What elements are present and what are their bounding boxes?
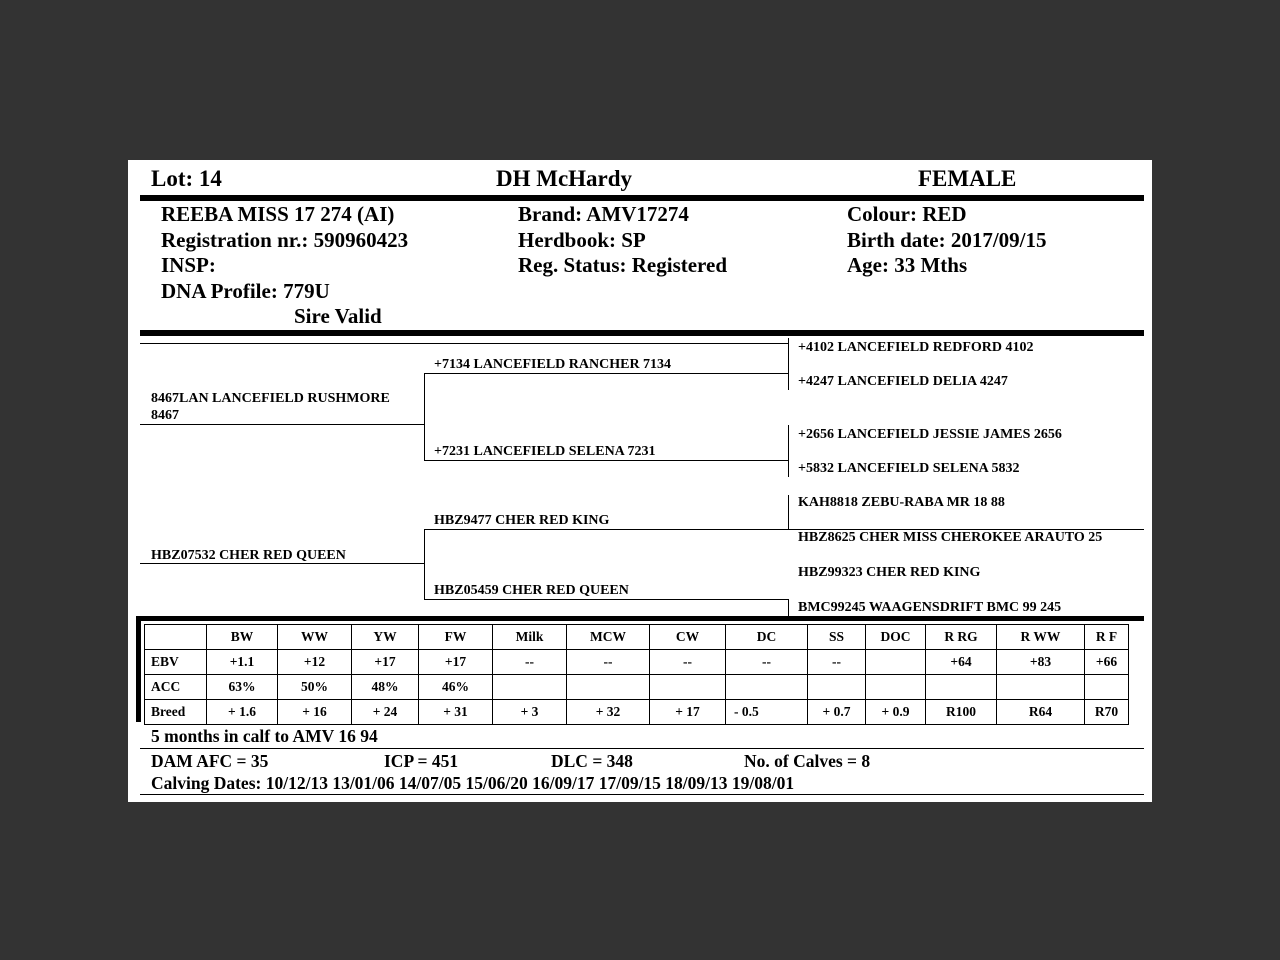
pedigree-dam-line <box>140 563 424 564</box>
table-cell: + 1.6 <box>207 700 278 725</box>
row-label: EBV <box>145 650 207 675</box>
birth-date: Birth date: 2017/09/15 <box>847 227 1047 252</box>
pedigree-ggp-7: HBZ99323 CHER RED KING <box>798 565 981 580</box>
brand: Brand: AMV17274 <box>518 202 689 226</box>
lot-card <box>128 160 1152 802</box>
header-cell: R RG <box>926 625 997 650</box>
pedigree-dam-bracket <box>424 529 425 599</box>
colour: Colour: RED <box>847 202 967 226</box>
table-cell <box>726 675 808 700</box>
animal-info-middle <box>518 202 727 279</box>
pedigree-ggp-4: +5832 LANCEFIELD SELENA 5832 <box>798 461 1020 476</box>
pedigree-sire-sire-line <box>424 373 788 374</box>
table-cell: -- <box>808 650 866 675</box>
pedigree-sire-dam-line <box>424 460 788 461</box>
table-cell <box>567 675 650 700</box>
pedigree-dam-sire: HBZ9477 CHER RED KING <box>434 513 610 528</box>
header-cell: BW <box>207 625 278 650</box>
table-cell <box>866 650 926 675</box>
header-cell: R F <box>1085 625 1129 650</box>
header-cell: SS <box>808 625 866 650</box>
table-cell: + 32 <box>567 700 650 725</box>
row-label: ACC <box>145 675 207 700</box>
table-cell: 50% <box>278 675 352 700</box>
dlc: DLC = 348 <box>551 751 633 771</box>
header-cell <box>145 625 207 650</box>
table-cell: + 31 <box>419 700 493 725</box>
table-cell <box>493 675 567 700</box>
footer-divider <box>140 748 1144 749</box>
ebv-header-row <box>145 625 1129 650</box>
number-of-calves: No. of Calves = 8 <box>744 751 871 771</box>
table-cell: + 0.9 <box>866 700 926 725</box>
table-cell: R64 <box>997 700 1085 725</box>
registration-number: Registration nr.: 590960423 <box>161 227 409 252</box>
table-cell: 46% <box>419 675 493 700</box>
table-cell: 48% <box>352 675 419 700</box>
table-cell: -- <box>567 650 650 675</box>
table-cell <box>808 675 866 700</box>
table-cell: +17 <box>419 650 493 675</box>
acc-row <box>145 675 1129 700</box>
table-cell: - 0.5 <box>726 700 808 725</box>
pedigree-ggp-bracket-1 <box>788 338 789 390</box>
pedigree-sire-sire: +7134 LANCEFIELD RANCHER 7134 <box>434 357 672 372</box>
pedigree-ggp-3: +2656 LANCEFIELD JESSIE JAMES 2656 <box>798 427 1062 442</box>
table-cell: +12 <box>278 650 352 675</box>
header-cell: Milk <box>493 625 567 650</box>
pedigree-ggp-8: BMC99245 WAAGENSDRIFT BMC 99 245 <box>798 600 1062 615</box>
table-cell: -- <box>493 650 567 675</box>
lot-number: Lot: 14 <box>151 166 222 191</box>
header-cell: YW <box>352 625 419 650</box>
table-cell: + 17 <box>650 700 726 725</box>
insp-label: INSP: <box>161 253 216 277</box>
table-cell <box>1085 675 1129 700</box>
table-cell: +17 <box>352 650 419 675</box>
table-cell: + 24 <box>352 700 419 725</box>
table-cell <box>650 675 726 700</box>
table-left-rule <box>136 616 141 722</box>
pedigree-ggp-bracket-2 <box>788 425 789 477</box>
header-cell: FW <box>419 625 493 650</box>
pedigree-ggp-1: +4102 LANCEFIELD REDFORD 4102 <box>798 340 1034 355</box>
table-cell: +66 <box>1085 650 1129 675</box>
table-cell: +64 <box>926 650 997 675</box>
animal-info-right <box>847 202 1047 279</box>
header-cell: WW <box>278 625 352 650</box>
dna-profile: DNA Profile: 779U <box>161 278 330 303</box>
pedigree-dam-dam: HBZ05459 CHER RED QUEEN <box>434 583 629 598</box>
header-cell: R WW <box>997 625 1085 650</box>
pedigree-sire: 8467LAN LANCEFIELD RUSHMORE 8467 <box>151 391 390 423</box>
calving-dates: Calving Dates: 10/12/13 13/01/06 14/07/05 15/06/20 16/09/17 17/09/15 18/09/13 19/08/01 <box>151 773 795 793</box>
header-cell: MCW <box>567 625 650 650</box>
table-top-rule <box>136 616 1144 621</box>
breeder-name: DH McHardy <box>496 166 633 191</box>
header-cell: DOC <box>866 625 926 650</box>
table-cell <box>866 675 926 700</box>
row-label: Breed <box>145 700 207 725</box>
calf-status: 5 months in calf to AMV 16 94 <box>151 726 378 746</box>
header-cell: CW <box>650 625 726 650</box>
table-cell: R70 <box>1085 700 1129 725</box>
table-cell: + 16 <box>278 700 352 725</box>
table-cell: -- <box>726 650 808 675</box>
header-rule <box>140 195 1144 201</box>
animal-info-left <box>161 202 408 330</box>
table-cell: 63% <box>207 675 278 700</box>
table-cell: -- <box>650 650 726 675</box>
table-cell: + 0.7 <box>808 700 866 725</box>
breed-row <box>145 700 1129 725</box>
pedigree-ggp-2: +4247 LANCEFIELD DELIA 4247 <box>798 374 1008 389</box>
sire-valid: Sire Valid <box>294 304 382 328</box>
table-cell: + 3 <box>493 700 567 725</box>
icp: ICP = 451 <box>384 751 459 771</box>
sex-label: FEMALE <box>918 166 1017 191</box>
ebv-row <box>145 650 1129 675</box>
table-cell: R100 <box>926 700 997 725</box>
pedigree-top-line <box>140 343 788 344</box>
table-cell: +1.1 <box>207 650 278 675</box>
ebv-table <box>144 624 1129 725</box>
footer-bottom-line <box>140 794 1144 795</box>
pedigree-ggp-6: HBZ8625 CHER MISS CHEROKEE ARAUTO 25 <box>798 530 1103 545</box>
age: Age: 33 Mths <box>847 253 968 277</box>
reg-status: Reg. Status: Registered <box>518 253 727 277</box>
pedigree-dam: HBZ07532 CHER RED QUEEN <box>151 548 346 563</box>
herdbook: Herdbook: SP <box>518 227 646 252</box>
pedigree-sire-line <box>140 424 424 425</box>
pedigree-ggp-5: KAH8818 ZEBU-RABA MR 18 88 <box>798 495 1005 510</box>
table-cell <box>997 675 1085 700</box>
pedigree-dam-sire-line <box>424 529 788 530</box>
table-cell: +83 <box>997 650 1085 675</box>
header-cell: DC <box>726 625 808 650</box>
info-rule <box>140 330 1144 336</box>
pedigree-ggp-bracket-3 <box>788 495 789 529</box>
table-cell <box>926 675 997 700</box>
pedigree-dam-dam-line <box>424 599 788 600</box>
animal-name: REEBA MISS 17 274 (AI) <box>161 202 395 226</box>
dam-afc: DAM AFC = 35 <box>151 751 269 771</box>
pedigree-sire-bracket <box>424 373 425 460</box>
pedigree-sire-dam: +7231 LANCEFIELD SELENA 7231 <box>434 444 656 459</box>
